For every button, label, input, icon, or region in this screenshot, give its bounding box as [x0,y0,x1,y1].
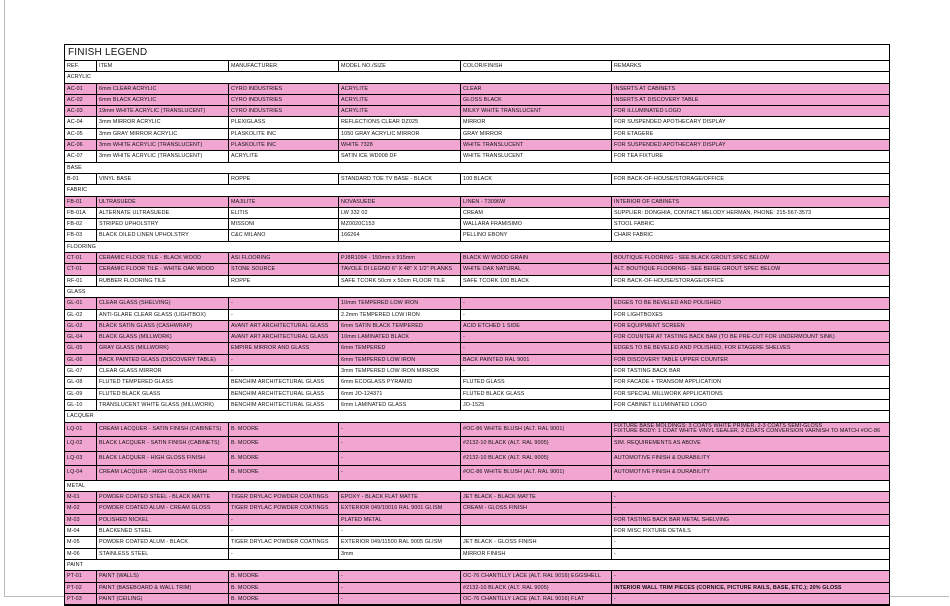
item-cell: BLACK LACQUER - HIGH GLOSS FINISH [97,452,229,466]
remarks-cell: AUTOMOTIVE FINISH & DURABILITY [614,469,711,476]
color-finish-cell: JO-1525 [461,400,612,410]
ref-cell: GL-07 [65,366,97,376]
remarks-cell: FOR LIGHTBOXES [614,311,663,318]
manufacturer-cell: CYRO INDUSTRIES [229,84,339,94]
remarks-cell: STOOL FABRIC [614,221,655,228]
remarks-cell: INTERIOR WALL TRIM PIECES (CORNICE, PICTURE RAILS, BASE, ETC.); 20% GLOSS [614,584,842,591]
ref-cell: AC-05 [65,129,97,139]
table-row [65,151,889,162]
table-row [65,526,889,537]
item-cell: POWDER COATED ALUM - BLACK [97,537,229,547]
remarks-line: FIXTURE BASE MOLDINGS: 3 COATS WHITE PRIMER, 2-3 COATS SEMI-GLOSS [614,422,823,429]
column-header-model: MODEL NO./SIZE [339,61,461,71]
remarks-cell: SIM. REQUIREMENTS AS ABOVE [614,440,701,447]
color-finish-cell [461,515,612,525]
color-finish-cell: BACK PAINTED RAL 9001 [461,355,612,365]
color-finish-cell: - [461,310,612,320]
remarks-cell: FOR ETAGERE [614,130,654,137]
column-header-manufacturer: MANUFACTURER [229,61,339,71]
item-cell: FLUTED BLACK GLASS [97,389,229,399]
remarks-cell: - [614,494,616,501]
manufacturer-cell: TIGER DRYLAC POWDER COATINGS [229,537,339,547]
item-cell: POWDER COATED ALUM - CREAM GLOSS [97,503,229,513]
finish-legend-table [64,44,890,606]
table-row [65,230,889,241]
model-cell: 6mm LAMINATED GLASS [339,400,461,410]
manufacturer-cell: PLEXIGLASS [229,117,339,127]
item-cell: FLUTED TEMPERED GLASS [97,377,229,387]
remarks-cell: FOR CABINET ILLUMINATED LOGO [614,401,707,408]
section-header-row [65,560,889,571]
table-row [65,310,889,321]
manufacturer-cell: MISSONI [229,219,339,229]
model-cell: REFLECTIONS CLEAR DZ025 [339,117,461,127]
table-row [65,537,889,548]
table-row [65,343,889,354]
ref-cell: CT-01 [65,253,97,263]
manufacturer-cell: BENCHIM ARCHITECTURAL GLASS [229,389,339,399]
color-finish-cell: FLUTED BLACK GLASS [461,389,612,399]
remarks-cell: EDGES TO BE BEVELED AND POLISHED [614,300,722,307]
manufacturer-cell: - [229,366,339,376]
item-cell: STAINLESS STEEL [97,549,229,559]
item-cell: CREAM LACQUER - SATIN FINISH (CABINETS) [97,423,229,437]
section-name: PAINT [67,561,83,568]
ref-cell: AC-03 [65,106,97,116]
manufacturer-cell: - [229,355,339,365]
model-cell: 166264 [339,230,461,240]
section-name: FABRIC [67,187,88,194]
manufacturer-cell: - [229,549,339,559]
manufacturer-cell: B. MOORE [229,452,339,466]
model-cell: SAFE TCORK 50cm x 50cm FLOOR TILE [339,276,461,286]
model-cell: - [339,466,461,480]
manufacturer-cell: B. MOORE [229,594,339,604]
table-row [65,492,889,503]
ref-cell: GL-04 [65,332,97,342]
remarks-cell: FOR MISC FIXTURE DETAILS [614,528,691,535]
ref-cell: B-01 [65,174,97,184]
manufacturer-cell: ASI FLOORING [229,253,339,263]
ref-cell: M-06 [65,549,97,559]
color-finish-cell: WHITE TRANSLUCENT [461,140,612,150]
table-row [65,298,889,309]
table-row [65,253,889,264]
manufacturer-cell: - [229,310,339,320]
table-row [65,423,889,438]
table-row [65,174,889,185]
ref-cell: GL-02 [65,310,97,320]
model-cell: ACRYLITE [339,84,461,94]
ref-cell: FB-01 [65,197,97,207]
color-finish-cell: WHITE TRANSLUCENT [461,151,612,161]
section-header-row [65,242,889,253]
model-cell: STANDARD TOE TV BASE - BLACK [339,174,461,184]
manufacturer-cell: B. MOORE [229,437,339,451]
item-cell: BACK PAINTED GLASS (DISCOVERY TABLE) [97,355,229,365]
ref-cell: AC-01 [65,84,97,94]
model-cell: - [339,583,461,593]
table-row [65,466,889,481]
model-cell: WHITE 7328 [339,140,461,150]
model-cell: PLATED METAL [339,515,461,525]
model-cell: 6mm ECOGLASS PYRAMID [339,377,461,387]
table-row [65,503,889,514]
table-row [65,515,889,526]
model-cell: TAVOLE DI LEGNO 6" X 48" X 1/2" PLANKS [339,264,461,274]
item-cell: CERAMIC FLOOR TILE - WHITE OAK WOOD [97,264,229,274]
remarks-cell: FOR ILLUMINATED LOGO [614,108,682,115]
manufacturer-cell: B. MOORE [229,423,339,437]
section-header-row [65,185,889,196]
ref-cell: AC-02 [65,95,97,105]
remarks-cell: FOR BACK-OF-HOUSE/STORAGE/OFFICE [614,277,725,284]
ref-cell: PT-02 [65,583,97,593]
ref-cell: M-05 [65,537,97,547]
color-finish-cell: PELLINO EBONY [461,230,612,240]
section-name: FLOORING [67,243,96,250]
manufacturer-cell: BENCHIM ARCHITECTURAL GLASS [229,400,339,410]
manufacturer-cell: - [229,298,339,308]
item-cell: CREAM LACQUER - HIGH GLOSS FINISH [97,466,229,480]
item-cell: GRAY GLASS (MILLWORK) [97,343,229,353]
model-cell: - [339,437,461,451]
ref-cell: GL-10 [65,400,97,410]
model-cell: 2.2mm TEMPERED LOW IRON [339,310,461,320]
model-cell: 3mm [339,549,461,559]
item-cell: ANTI-GLARE CLEAR GLASS (LIGHTBOX) [97,310,229,320]
manufacturer-cell: ELITIS [229,208,339,218]
item-cell: PAINT (CEILING) [97,594,229,604]
color-finish-cell: - [461,343,612,353]
table-row [65,366,889,377]
remarks-cell: FOR SPECIAL MILLWORK APPLICATIONS [614,390,723,397]
remarks-cell: FOR TEA FIXTURE [614,153,664,160]
color-finish-cell: - [461,366,612,376]
model-cell: - [339,526,461,536]
item-cell: CLEAR GLASS MIRROR [97,366,229,376]
ref-cell: M-03 [65,515,97,525]
color-finish-cell: #2132-10 BLACK (ALT. RAL 9005) [461,583,612,593]
color-finish-cell: - [461,332,612,342]
manufacturer-cell: CYRO INDUSTRIES [229,106,339,116]
manufacturer-cell: STONE SOURCE [229,264,339,274]
table-row [65,452,889,467]
manufacturer-cell: B. MOORE [229,466,339,480]
color-finish-cell: GRAY MIRROR [461,129,612,139]
ref-cell: FB-03 [65,230,97,240]
remarks-cell: INTERIOR OF CABINETS [614,198,680,205]
color-finish-cell: BLACK W/ WOOD GRAIN [461,253,612,263]
item-cell: BLACK LACQUER - SATIN FINISH (CABINETS) [97,437,229,451]
color-finish-cell: #OC-86 WHITE BLUSH (ALT. RAL 9001) [461,423,612,437]
item-cell: 3mm WHITE ACRYLIC (TRANSLUCENT) [97,140,229,150]
ref-cell: LQ-03 [65,452,97,466]
ref-cell: AC-07 [65,151,97,161]
table-row [65,208,889,219]
model-cell: - [339,423,461,437]
ref-cell: GL-01 [65,298,97,308]
item-cell: 6mm CLEAR ACRYLIC [97,84,229,94]
color-finish-cell: OC-76 CHANTILLY LACE (ALT. RAL 9016) FLAT [461,594,612,604]
remarks-cell: FOR EQUIPMENT SCREEN [614,322,685,329]
item-cell: 3mm WHITE ACRYLIC (TRANSLUCENT) [97,151,229,161]
manufacturer-cell: CYRO INDUSTRIES [229,95,339,105]
remarks-cell: INSERTS AT DISCOVERY TABLE [614,96,699,103]
item-cell: 19mm WHITE ACRYLIC (TRANSLUCENT) [97,106,229,116]
table-row [65,197,889,208]
item-cell: POLISHED NICKEL [97,515,229,525]
remarks-cell: FOR SUSPENDED APOTHECARY DISPLAY [614,119,726,126]
ref-cell: GL-03 [65,321,97,331]
ref-cell: FB-02 [65,219,97,229]
manufacturer-cell: AVANT ART ARCHITECTURAL GLASS [229,332,339,342]
color-finish-cell: CREAM - GLOSS FINISH [461,503,612,513]
item-cell: PAINT (WALLS) [97,571,229,581]
column-header-color-finish: COLOR/FINISH [461,61,612,71]
model-cell: - [339,452,461,466]
color-finish-cell: MIRROR [461,117,612,127]
item-cell: CERAMIC FLOOR TILE - BLACK WOOD [97,253,229,263]
remarks-cell: CHAIR FABRIC [614,232,653,239]
table-row [65,437,889,452]
remarks-cell: - [614,573,616,580]
column-header-remarks: REMARKS [614,63,642,69]
table-row [65,549,889,560]
ref-cell: GL-09 [65,389,97,399]
color-finish-cell: CLEAR [461,84,612,94]
table-row [65,583,889,594]
item-cell: CLEAR GLASS (SHELVING) [97,298,229,308]
table-row [65,264,889,275]
item-cell: BLACK GLASS (MILLWORK) [97,332,229,342]
color-finish-cell: FLUTED GLASS [461,377,612,387]
table-row [65,332,889,343]
ref-cell: PT-01 [65,571,97,581]
item-cell: BLACK OILED LINEN UPHOLSTRY [97,230,229,240]
table-row [65,594,889,605]
item-cell: 3mm MIRROR ACRYLIC [97,117,229,127]
model-cell: 3mm TEMPERED LOW IRON MIRROR [339,366,461,376]
color-finish-cell: OC-76 CHANTILLY LACE (ALT. RAL 9016) EGGSHELL [461,571,612,581]
ref-cell: LQ-01 [65,423,97,437]
manufacturer-cell: C&C MILANO [229,230,339,240]
manufacturer-cell: ROPPE [229,276,339,286]
table-row [65,117,889,128]
ref-cell: GL-05 [65,343,97,353]
item-cell: VINYL BASE [97,174,229,184]
color-finish-cell: JET BLACK - GLOSS FINISH [461,537,612,547]
model-cell: ACRYLITE [339,106,461,116]
section-header-row [65,163,889,174]
model-cell: - [339,594,461,604]
ref-cell: RF-01 [65,276,97,286]
item-cell: 3mm GRAY MIRROR ACRYLIC [97,129,229,139]
remarks-cell: - [614,505,616,512]
manufacturer-cell: EMPIRE MIRROR AND GLASS [229,343,339,353]
manufacturer-cell: - [229,515,339,525]
manufacturer-cell: PLASKOLITE INC [229,140,339,150]
section-header-row [65,481,889,492]
manufacturer-cell: MAJILITE [229,197,339,207]
color-finish-cell [461,526,612,536]
ref-cell: FB-01A [65,208,97,218]
section-name: GLASS [67,288,86,295]
remarks-line: FIXTURE BODY: 1 COAT WHITE VINYL SEALER, 2 COATS CONVERSION VARNISH TO MATCH #OC-86 [614,428,881,435]
color-finish-cell: #2132-10 BLACK (ALT. RAL 9005) [461,452,612,466]
item-cell: POWDER COATED STEEL - BLACK MATTE [97,492,229,502]
section-header-row [65,72,889,83]
table-row [65,377,889,388]
table-row [65,571,889,582]
model-cell: 6mm JO-124371 [339,389,461,399]
color-finish-cell: GLOSS BLACK [461,95,612,105]
table-row [65,84,889,95]
color-finish-cell: CREAM [461,208,612,218]
table-row [65,276,889,287]
manufacturer-cell: AVANT ART ARCHITECTURAL GLASS [229,321,339,331]
manufacturer-cell: - [229,526,339,536]
remarks-cell: SUPPLIER: DONGHIA, CONTACT MELODY HERMAN, PHONE: 215-567-3573 [614,209,812,216]
legend-title: FINISH LEGEND [65,45,889,61]
color-finish-cell: 100 BLACK [461,174,612,184]
item-cell: 6mm BLACK ACRYLIC [97,95,229,105]
model-cell: 6mm TEMPERED [339,343,461,353]
color-finish-cell: #2132-10 BLACK (ALT. RAL 9005) [461,437,612,451]
table-row [65,106,889,117]
color-finish-cell: WALLARA FRAMISIMO [461,219,612,229]
remarks-cell: BOUTIQUE FLOORING - SEE BLACK GROUT SPEC BELOW [614,255,770,262]
remarks-cell: FOR TASTING BACK BAR METAL SHELVING [614,516,730,523]
section-header-row [65,287,889,298]
remarks-cell: INSERTS AT CABINETS [614,85,676,92]
model-cell: PJ8R1094 - 150mm x 915mm [339,253,461,263]
color-finish-cell: MIRROR FINISH [461,549,612,559]
item-cell: ALTERNATE ULTRASUEDE [97,208,229,218]
remarks-cell: FOR BACK-OF-HOUSE/STORAGE/OFFICE [614,175,725,182]
model-cell: EPOXY - BLACK FLAT MATTE [339,492,461,502]
section-name: LACQUER [67,413,94,420]
remarks-cell: ALT. BOUTIQUE FLOORING - SEE BEIGE GROUT SPEC BELOW [614,266,781,273]
model-cell: 1050 GRAY ACRYLIC MIRROR [339,129,461,139]
section-name: BASE [67,164,82,171]
column-header-ref: REF. [65,61,97,71]
remarks-cell: FOR FACADE + TRANSOM APPLICATION [614,379,722,386]
model-cell: ACRYLITE [339,95,461,105]
model-cell: EXTERIOR 049/10016 RAL 9001 GLISM [339,503,461,513]
item-cell: RUBBER FLOORING TILE [97,276,229,286]
table-row [65,129,889,140]
table-row [65,389,889,400]
remarks-cell: - [614,550,616,557]
ref-cell: LQ-04 [65,466,97,480]
table-row [65,400,889,411]
section-name: METAL [67,482,86,489]
model-cell: 6mm TEMPERED LOW IRON [339,355,461,365]
item-cell: STRIPED UPHOLSTRY [97,219,229,229]
model-cell: 10mm LAMINATED BLACK [339,332,461,342]
table-row [65,95,889,106]
section-name: ACRYLIC [67,74,91,81]
remarks-cell: FOR DISCOVERY TABLE UPPER COUNTER [614,356,729,363]
remarks-cell: - [614,539,616,546]
section-header-row [65,411,889,422]
model-cell: MZ0020C153 [339,219,461,229]
model-cell: SATIN ICE WD008 DF [339,151,461,161]
remarks-cell: FOR TASTING BACK BAR [614,368,681,375]
color-finish-cell: MILKY WHITE TRANSLUCENT [461,106,612,116]
ref-cell: GL-08 [65,377,97,387]
manufacturer-cell: BENCHIM ARCHITECTURAL GLASS [229,377,339,387]
color-finish-cell: - [461,298,612,308]
remarks-cell: AUTOMOTIVE FINISH & DURABILITY [614,454,711,461]
column-header-item: ITEM [97,61,229,71]
ref-cell: M-02 [65,503,97,513]
color-finish-cell: WHITE OAK NATURAL [461,264,612,274]
manufacturer-cell: ACRYLITE [229,151,339,161]
manufacturer-cell: B. MOORE [229,571,339,581]
color-finish-cell: #OC-86 WHITE BLUSH (ALT. RAL 9001) [461,466,612,480]
table-row [65,355,889,366]
remarks-cell [612,423,889,437]
item-cell: BLACKENED STEEL [97,526,229,536]
ref-cell: GL-06 [65,355,97,365]
table-row [65,140,889,151]
ref-cell: AC-04 [65,117,97,127]
legend-body [65,72,889,605]
ref-cell: M-01 [65,492,97,502]
item-cell: PAINT (BASEBOARD & WALL TRIM) [97,583,229,593]
model-cell: EXTERIOR 049/11500 RAL 9005 GLISM [339,537,461,547]
remarks-cell: - [614,595,616,602]
color-finish-cell: JET BLACK - BLACK MATTE [461,492,612,502]
model-cell: - [339,571,461,581]
color-finish-cell: SAFE TCORK 100 BLACK [461,276,612,286]
ref-cell: AC-06 [65,140,97,150]
color-finish-cell: LINEN - T3096W [461,197,612,207]
table-row [65,321,889,332]
manufacturer-cell: TIGER DRYLAC POWDER COATINGS [229,492,339,502]
ref-cell: LQ-02 [65,437,97,451]
model-cell: 10mm TEMPERED LOW IRON [339,298,461,308]
item-cell: TRANSLUCENT WHITE GLASS (MILLWORK) [97,400,229,410]
model-cell: 6mm SATIN BLACK TEMPERED [339,321,461,331]
remarks-cell: FOR SUSPENDED APOTHECARY DISPLAY [614,142,726,149]
ref-cell: PT-03 [65,594,97,604]
model-cell: LW 332 02 [339,208,461,218]
remarks-cell: EDGES TO BE BEVELED AND POLISHED, FOR ETAGERE SHELVES [614,345,791,352]
remarks-cell: FOR COUNTER AT TASTING BACK BAR (TO BE PRE-CUT FOR UNDERMOUNT SINK) [614,334,835,341]
color-finish-cell: ACID ETCHED 1 SIDE [461,321,612,331]
manufacturer-cell: B. MOORE [229,583,339,593]
ref-cell: CT-01 [65,264,97,274]
table-row [65,219,889,230]
manufacturer-cell: ROPPE [229,174,339,184]
item-cell: ULTRASUEDE [97,197,229,207]
manufacturer-cell: TIGER DRYLAC POWDER COATINGS [229,503,339,513]
column-header-row [65,61,889,72]
manufacturer-cell: PLASKOLITE INC [229,129,339,139]
ref-cell: M-04 [65,526,97,536]
model-cell: NOVASUEDE [339,197,461,207]
item-cell: BLACK SATIN GLASS (CASHWRAP) [97,321,229,331]
